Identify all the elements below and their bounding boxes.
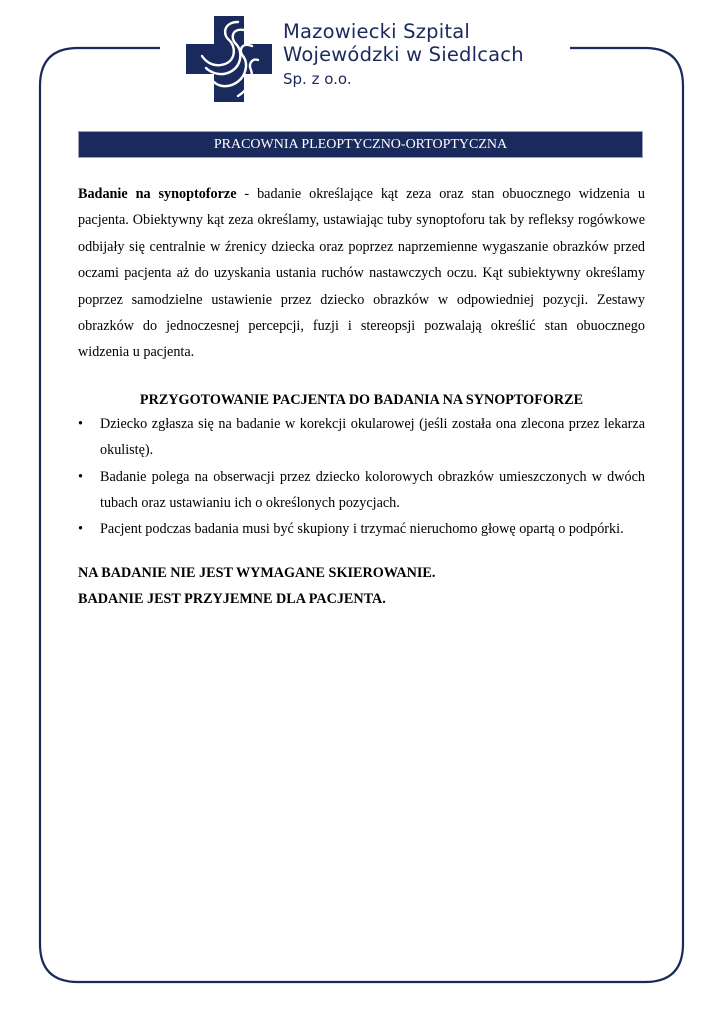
- bullet-icon: •: [78, 521, 83, 538]
- intro-term: Badanie na synoptoforze: [78, 186, 237, 202]
- hospital-logo-icon: [186, 16, 272, 102]
- org-name-line-1: Mazowiecki Szpital: [283, 20, 470, 43]
- list-item-text: Pacjent podczas badania musi być skupiony i trzymać nieruchomo głowę opartą o podpórki.: [100, 521, 624, 538]
- note-comfort: BADANIE JEST PRZYJEMNE DLA PACJENTA.: [78, 591, 386, 608]
- document-title: PRACOWNIA PLEOPTYCZNO-ORTOPTYCZNA: [78, 131, 643, 158]
- list-item: [78, 464, 645, 517]
- list-item-text: Badanie polega na obserwacji przez dziecko kolorowych obrazków umieszczonych w dwóch tubach oraz ustawianiu ich o określonych pozycjach.: [100, 468, 645, 512]
- bullet-icon: •: [78, 468, 83, 485]
- bullet-icon: •: [78, 415, 83, 432]
- list-item-text: Dziecko zgłasza się na badanie w korekcji okularowej (jeśli została ona zlecona przez lekarza okulistę).: [100, 415, 645, 459]
- org-name-line-2: Wojewódzki w Siedlcach: [283, 43, 524, 66]
- notes: [78, 560, 645, 613]
- org-legal-form: Sp. z o.o.: [283, 70, 352, 88]
- list-item: [78, 516, 645, 542]
- preparation-heading: PRZYGOTOWANIE PACJENTA DO BADANIA NA SYNOPTOFORZE: [139, 391, 584, 408]
- organization-name: [283, 20, 524, 90]
- preparation-list: [78, 411, 645, 543]
- intro-text: - badanie określające kąt zeza oraz stan obuocznego widzenia u pacjenta. Obiektywny kąt zeza określamy, ustawiając tuby synoptoforu tak by refleksy rogówkowe odbijały się centralnie w źrenicy dziecka oraz poprzez naprzemienne wygaszanie obrazków przed oczami pacjenta aż do uzyskania ustania ruchów nastawczych oczu. Kąt subiektywny określamy poprzez samodzielne ustawienie przez dziecko obrazków w odpowiedniej pozycji. Zestawy obrazków do jednoczesnej percepcji, fuzji i stereopsji pozwalają określić stan obuocznego widzenia u pacjenta.: [78, 186, 645, 361]
- intro-paragraph: [78, 181, 645, 366]
- note-referral: NA BADANIE NIE JEST WYMAGANE SKIEROWANIE.: [78, 564, 436, 581]
- document-body: [78, 181, 645, 613]
- list-item: [78, 411, 645, 464]
